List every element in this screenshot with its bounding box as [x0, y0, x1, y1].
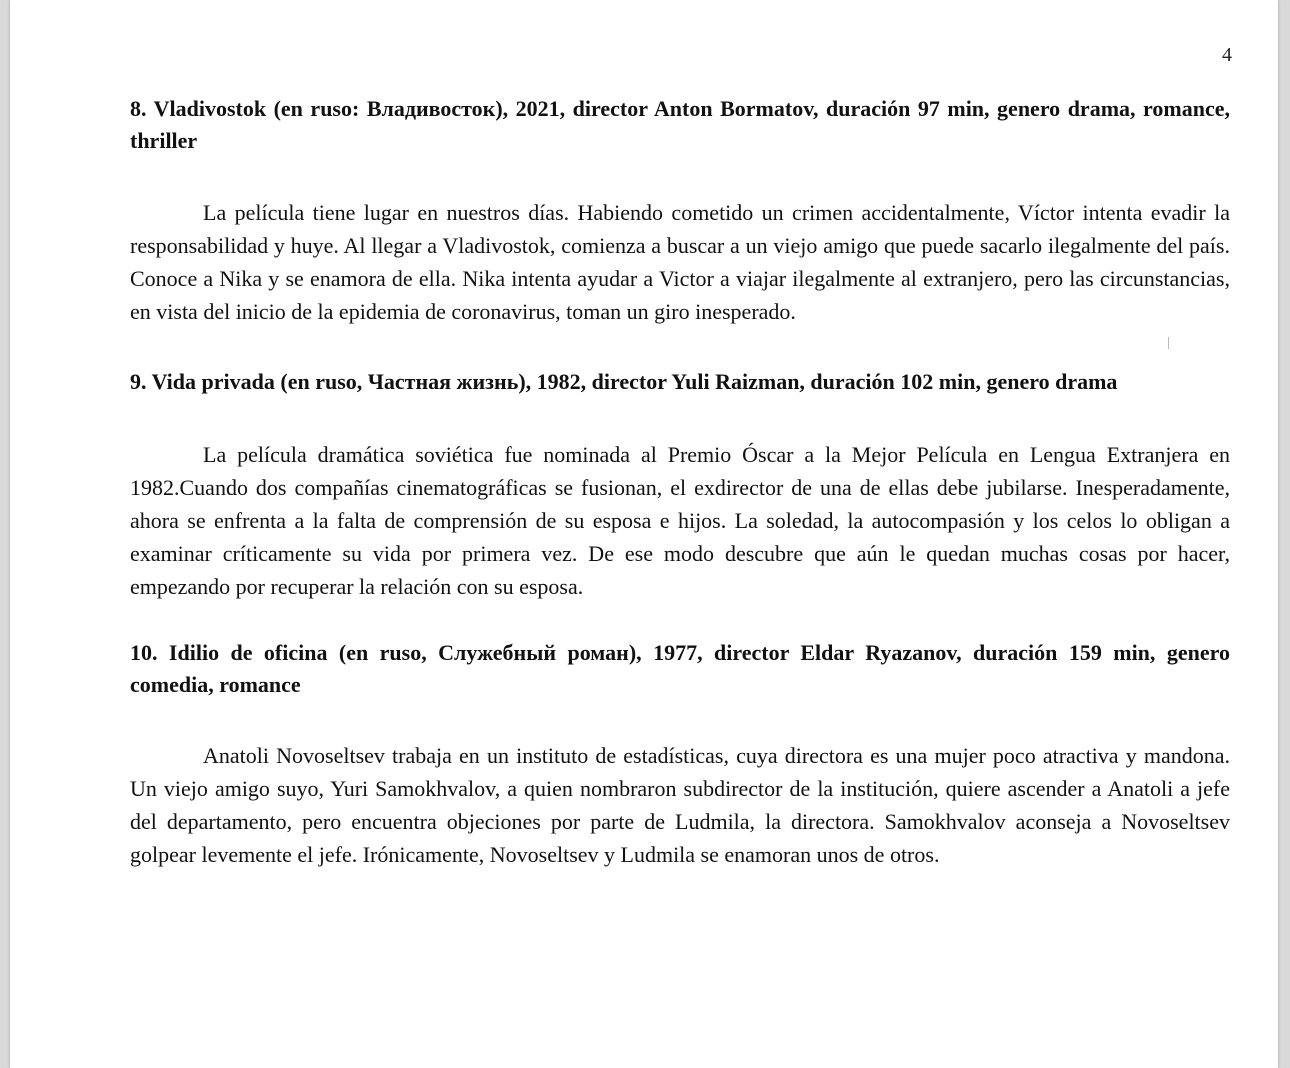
page-content	[130, 93, 1230, 871]
scan-mark	[1168, 337, 1169, 349]
film-heading-9: 9. Vida privada (en ruso, Частная жизнь), 1982, director Yuli Raizman, duración 102 min, genero drama	[130, 369, 1118, 394]
film-description-8: La película tiene lugar en nuestros días. Habiendo cometido un crimen accidentalmente, Víctor intenta evadir la responsabilidad y huye. Al llegar a Vladivostok, comienza a buscar a un viejo amigo que puede sacarlo ilegalmente del país. Conoce a Nika y se enamora de ella. Nika intenta ayudar a Victor a viajar ilegalmente al extranjero, pero las circunstancias, en vista del inicio de la epidemia de coronavirus, toman un giro inesperado.	[130, 200, 1230, 324]
film-heading-8: 8. Vladivostok (en ruso: Владивосток), 2021, director Anton Bormatov, duración 97 min, genero drama, romance, thriller	[130, 96, 1230, 153]
film-description-9: La película dramática soviética fue nominada al Premio Óscar a la Mejor Película en Lengua Extranjera en 1982.Cuando dos compañías cinematográficas se fusionan, el exdirector de una de ellas debe jubilarse. Inesperadamente, ahora se enfrenta a la falta de comprensión de su esposa e hijos. La soledad, la autocompasión y los celos lo obligan a examinar críticamente su vida por primera vez. De ese modo descubre que aún le quedan muchas cosas por hacer, empezando por recuperar la relación con su esposa.	[130, 442, 1230, 599]
film-description-10: Anatoli Novoseltsev trabaja en un instituto de estadísticas, cuya directora es una mujer poco atractiva y mandona. Un viejo amigo suyo, Yuri Samokhvalov, a quien nombraron subdirector de la institución, quiere ascender a Anatoli a jefe del departamento, pero encuentra objeciones por parte de Ludmila, la directora. Samokhvalov aconseja a Novoseltsev golpear levemente el jefe. Irónicamente, Novoseltsev y Ludmila se enamoran unos de otros.	[130, 743, 1230, 867]
page-number: 4	[1222, 44, 1232, 66]
film-heading-10: 10. Idilio de oficina (en ruso, Служебный роман), 1977, director Eldar Ryazanov, duración 159 min, genero comedia, romance	[130, 640, 1230, 697]
document-page	[10, 0, 1278, 1068]
